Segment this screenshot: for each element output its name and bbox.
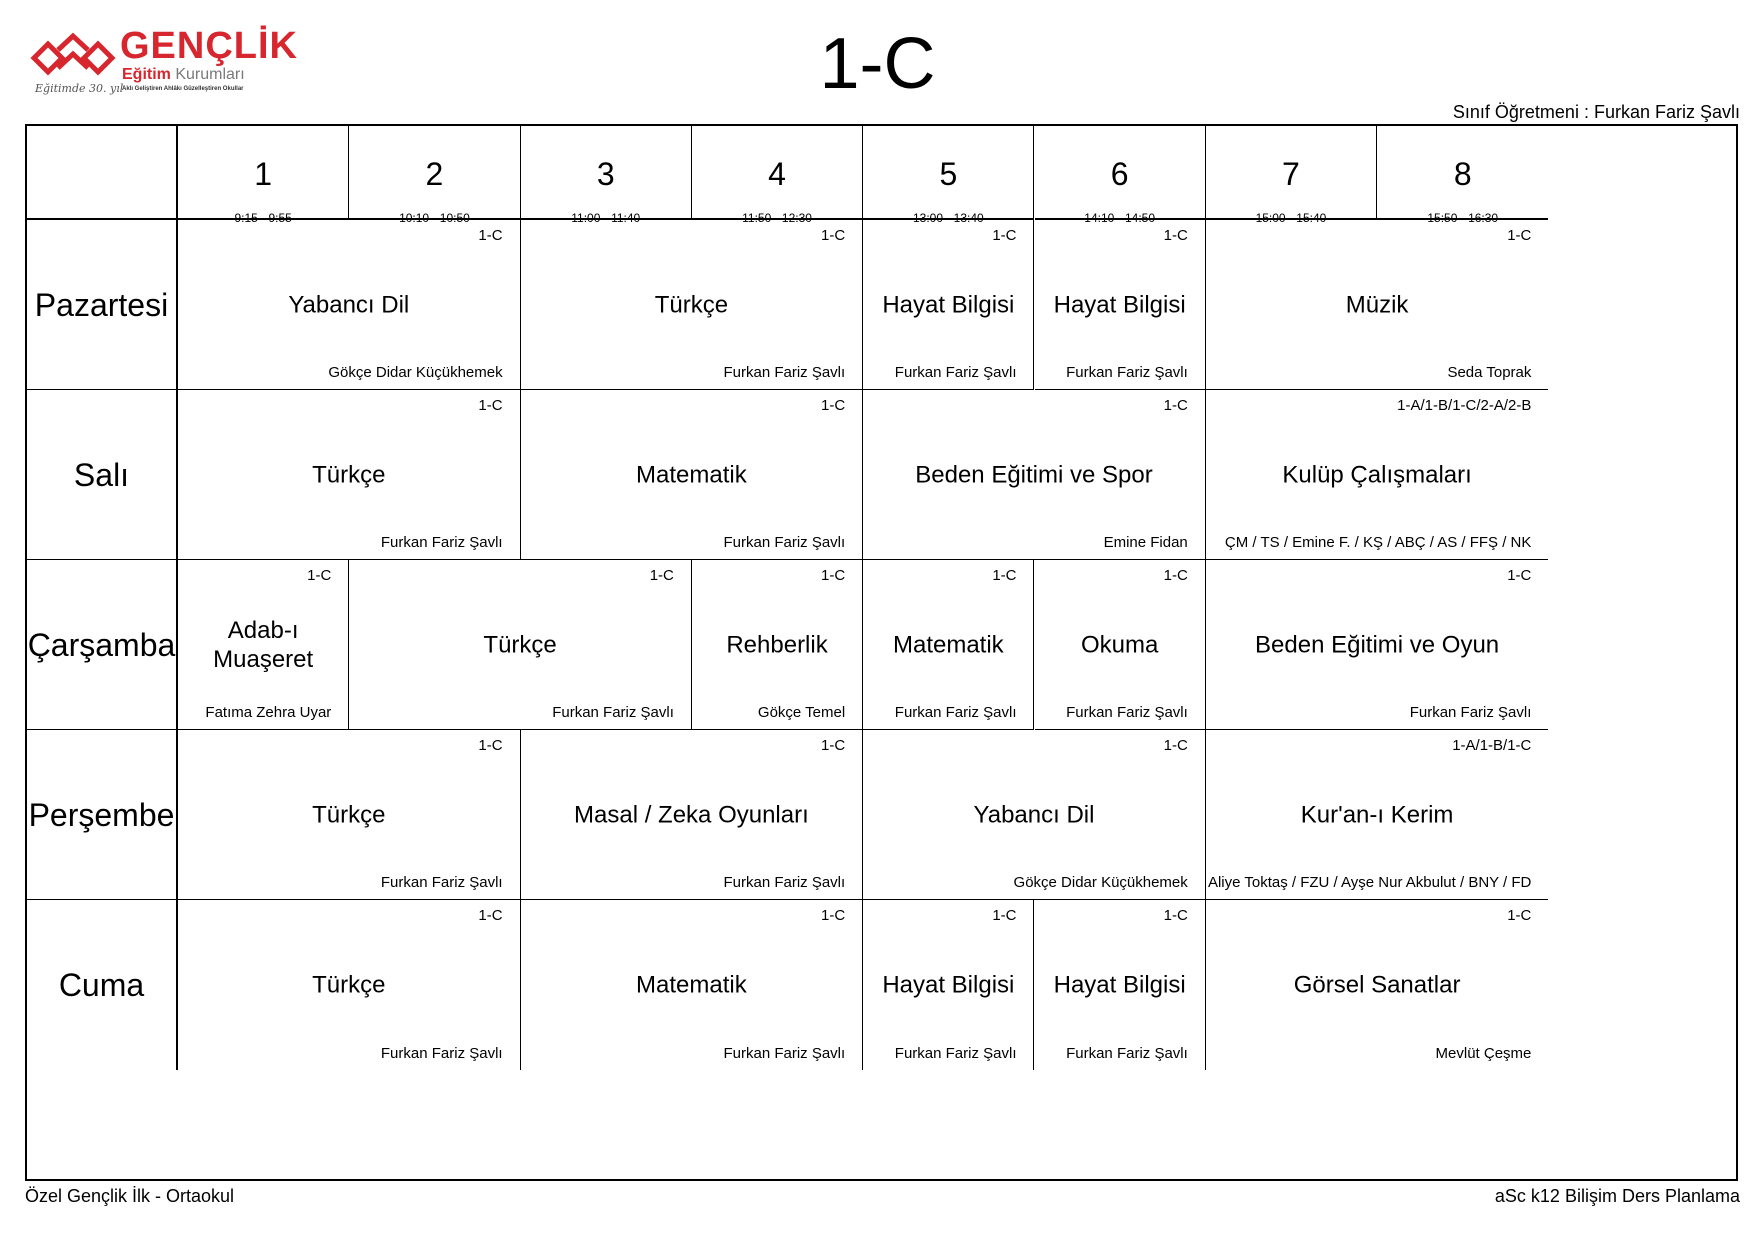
footer-school-name: Özel Gençlik İlk - Ortaokul: [25, 1186, 235, 1206]
lesson-cell: [178, 560, 349, 730]
lesson-teacher: Gökçe Temel: [757, 704, 846, 721]
lesson-cell: [1206, 560, 1549, 730]
period-number: 5: [939, 156, 958, 192]
lesson-subject: Matematik: [636, 461, 747, 488]
period-number: 2: [425, 156, 444, 192]
lesson-teacher: Furkan Fariz Şavlı: [380, 534, 503, 551]
period-number: 8: [1453, 156, 1472, 192]
lesson-subject: Türkçe: [312, 801, 386, 828]
period-time: 15:50 - 16:30: [1427, 211, 1499, 225]
header-corner-cell: [27, 126, 178, 220]
period-header-1: [178, 126, 349, 225]
lesson-class: 1-C: [1507, 227, 1532, 244]
lesson-class: 1-C: [821, 907, 846, 924]
day-name: Perşembe: [28, 796, 175, 833]
logo-subtitle-light: Kurumları: [175, 66, 245, 83]
day-label-cell: [27, 390, 178, 560]
day-name: Pazartesi: [34, 286, 169, 323]
lesson-cell: [521, 900, 864, 1070]
lesson-cell: [863, 900, 1034, 1070]
lesson-class: 1-C: [992, 567, 1017, 584]
lesson-subject: Türkçe: [312, 971, 386, 999]
lesson-subject: Beden Eğitimi ve Spor: [915, 461, 1153, 488]
period-time: 11:00 - 11:40: [571, 211, 641, 225]
lesson-class: 1-C: [1163, 227, 1188, 244]
lesson-teacher: Furkan Fariz Şavlı: [894, 1045, 1017, 1062]
logo-slogan: Aklı Geliştiren Ahlâkı Güzelleştiren Okullar: [122, 86, 244, 92]
lesson-subject: Beden Eğitimi ve Oyun: [1255, 631, 1500, 658]
logo-brand-name: GENÇLİK: [120, 25, 298, 67]
lesson-cell: [178, 220, 521, 390]
lesson-cell: [863, 730, 1206, 900]
lesson-class: 1-C: [1507, 907, 1532, 924]
day-label-cell: [27, 900, 178, 1070]
lesson-cell: [1035, 560, 1206, 730]
lesson-teacher: Furkan Fariz Şavlı: [723, 1045, 846, 1062]
period-time: 9:15 - 9:55: [234, 211, 292, 225]
lesson-cell: [178, 390, 521, 560]
period-header-4: [692, 126, 863, 225]
lesson-subject: Masal / Zeka Oyunları: [574, 801, 809, 828]
lesson-cell: [1035, 220, 1206, 390]
lesson-subject: Matematik: [892, 631, 1004, 658]
lesson-subject: Kur'an-ı Kerim: [1300, 801, 1454, 828]
lesson-subject: Yabancı Dil: [288, 291, 410, 318]
period-time: 15:00 - 15:40: [1255, 211, 1327, 225]
lesson-teacher: Mevlüt Çeşme: [1435, 1045, 1532, 1062]
class-teacher-label: Sınıf Öğretmeni : Furkan Fariz Şavlı: [1452, 102, 1740, 122]
lesson-cell: [1206, 220, 1549, 390]
lesson-teacher: Furkan Fariz Şavlı: [894, 364, 1017, 381]
period-header-3: [521, 126, 692, 225]
day-name: Çarşamba: [27, 626, 176, 663]
period-number: 3: [596, 156, 615, 192]
logo-tagline: Eğitimde 30. yıl: [35, 82, 124, 95]
lesson-subject: Yabancı Dil: [973, 801, 1095, 828]
lesson-cell: [1206, 730, 1549, 900]
lesson-class: 1-C: [1163, 397, 1188, 414]
period-time: 10:10 - 10:50: [399, 211, 470, 225]
lesson-teacher: Furkan Fariz Şavlı: [552, 704, 674, 721]
lesson-cell: [863, 390, 1206, 560]
lesson-subject: Müzik: [1345, 291, 1409, 318]
lesson-class: 1-A/1-B/1-C: [1452, 737, 1532, 754]
period-header-2: [349, 126, 520, 225]
period-number: 4: [768, 156, 786, 192]
lesson-cell: [521, 730, 864, 900]
lesson-class: 1-C: [992, 907, 1017, 924]
lesson-teacher: Furkan Fariz Şavlı: [1409, 704, 1532, 721]
lesson-cell: [692, 560, 863, 730]
lesson-teacher: Furkan Fariz Şavlı: [380, 1045, 503, 1062]
lesson-class: 1-C: [821, 227, 846, 244]
lesson-cell: [1206, 900, 1549, 1070]
period-number: 7: [1282, 156, 1300, 192]
lesson-cell: [178, 730, 521, 900]
logo-subtitle-bold: Eğitim: [122, 66, 171, 83]
lesson-cell: [349, 560, 692, 730]
lesson-teacher: Furkan Fariz Şavlı: [1066, 1045, 1188, 1062]
day-name: Salı: [73, 456, 130, 493]
lesson-subject: Görsel Sanatlar: [1293, 971, 1461, 999]
lesson-teacher: Gökçe Didar Küçükhemek: [328, 364, 503, 381]
lesson-subject: Hayat Bilgisi: [1053, 291, 1186, 318]
lesson-teacher: Gökçe Didar Küçükhemek: [1013, 874, 1188, 891]
lesson-class: 1-C: [478, 227, 503, 244]
lesson-teacher: Furkan Fariz Şavlı: [723, 874, 846, 891]
lesson-cell: [521, 220, 864, 390]
lesson-subject: Hayat Bilgisi: [882, 291, 1015, 318]
day-label-cell: [27, 560, 178, 730]
lesson-class: 1-C: [307, 567, 332, 584]
lesson-class: 1-C: [478, 737, 503, 754]
lesson-class: 1-C: [821, 567, 846, 584]
lesson-class: 1-C: [821, 397, 846, 414]
lesson-subject: Kulüp Çalışmaları: [1282, 461, 1472, 488]
lesson-cell: [178, 900, 521, 1070]
lesson-teacher: Emine Fidan: [1103, 534, 1188, 551]
lesson-cell: [863, 560, 1034, 730]
lesson-teacher: Furkan Fariz Şavlı: [894, 704, 1017, 721]
lesson-class: 1-C: [1163, 737, 1188, 754]
period-header-7: [1206, 126, 1377, 225]
day-label-cell: [27, 730, 178, 900]
lesson-class: 1-C: [992, 227, 1017, 244]
lesson-subject: Adab-ı Muaşeret: [213, 616, 314, 673]
lesson-teacher: Seda Toprak: [1447, 364, 1532, 381]
lesson-class: 1-C: [1163, 907, 1188, 924]
lesson-class: 1-C: [649, 567, 674, 584]
period-header-6: [1035, 126, 1206, 225]
lesson-teacher: Furkan Fariz Şavlı: [723, 364, 846, 381]
lesson-teacher: Furkan Fariz Şavlı: [380, 874, 503, 891]
lesson-cell: [521, 390, 864, 560]
lesson-class: 1-A/1-B/1-C/2-A/2-B: [1397, 397, 1532, 414]
period-header-8: [1377, 126, 1548, 225]
period-time: 11:50 - 12:30: [742, 211, 812, 225]
day-label-cell: [27, 220, 178, 390]
lesson-cell: [863, 220, 1034, 390]
lesson-subject: Türkçe: [483, 631, 557, 658]
lesson-subject: Rehberlik: [726, 631, 828, 658]
lesson-class: 1-C: [478, 907, 503, 924]
lesson-cell: [1035, 900, 1206, 1070]
lesson-subject: Okuma: [1080, 631, 1159, 658]
lesson-class: 1-C: [1507, 567, 1532, 584]
lesson-teacher: Fatıma Zehra Uyar: [205, 704, 332, 721]
period-number: 6: [1110, 156, 1129, 192]
lesson-subject: Türkçe: [654, 291, 729, 318]
lesson-cell: [1206, 390, 1549, 560]
lesson-subject: Hayat Bilgisi: [882, 971, 1015, 999]
period-header-5: [863, 126, 1034, 225]
footer-software-name: aSc k12 Bilişim Ders Planlama: [1494, 1186, 1740, 1206]
period-time: 14:10 - 14:50: [1084, 211, 1156, 225]
lesson-class: 1-C: [478, 397, 503, 414]
lesson-subject: Türkçe: [312, 461, 386, 488]
lesson-teacher: Furkan Fariz Şavlı: [1066, 364, 1188, 381]
period-number: 1: [254, 156, 273, 192]
period-time: 13:00 - 13:40: [912, 211, 984, 225]
lesson-class: 1-C: [821, 737, 846, 754]
lesson-teacher: Furkan Fariz Şavlı: [1066, 704, 1188, 721]
lesson-class: 1-C: [1163, 567, 1188, 584]
timetable-grid: [25, 124, 1738, 1181]
lesson-subject: Hayat Bilgisi: [1053, 971, 1186, 999]
page-title: 1-C: [819, 24, 936, 104]
lesson-teacher: Aliye Toktaş / FZU / Ayşe Nur Akbulut / BNY / FD: [1207, 874, 1532, 891]
lesson-subject: Matematik: [636, 971, 747, 999]
day-name: Cuma: [58, 967, 145, 1003]
lesson-teacher: ÇM / TS / Emine F. / KŞ / ABÇ / AS / FFŞ / NK: [1224, 534, 1532, 551]
lesson-teacher: Furkan Fariz Şavlı: [723, 534, 846, 551]
